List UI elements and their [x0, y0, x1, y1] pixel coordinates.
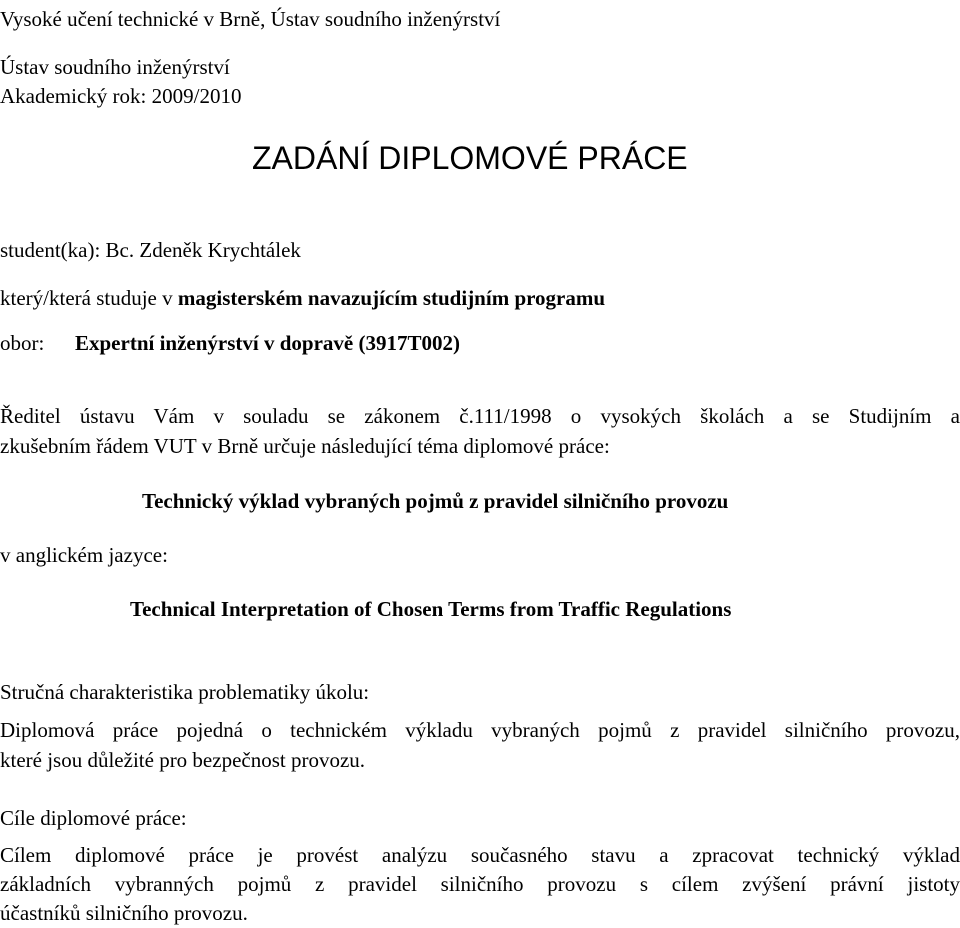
characteristics-line-1 [0, 715, 960, 745]
field-line [0, 328, 460, 358]
document-title: ZADÁNÍ DIPLOMOVÉ PRÁCE [252, 140, 688, 176]
director-statement-text-1: Ředitel ústavu Vám v souladu se zákonem č.111/1998 o vysokých školách a se Studijním a [0, 404, 960, 428]
program-prefix: který/která studuje v [0, 286, 178, 310]
goals-text-2: základních vybranných pojmů z pravidel silničního provozu s cílem zvýšení právní jistoty [0, 872, 960, 896]
program-name: magisterském navazujícím studijním programu [177, 286, 606, 310]
goals-line-2 [0, 869, 960, 899]
field-value: Expertní inženýrství v dopravě (3917T002) [75, 331, 460, 355]
goals-text-1: Cílem diplomové práce je provést analýzu současného stavu a zpracovat technický výklad [0, 843, 960, 867]
goals-line-1 [0, 840, 960, 870]
student-line: student(ka): Bc. Zdeněk Krychtálek [0, 238, 301, 262]
field-label: obor: [0, 331, 45, 355]
characteristics-heading: Stručná charakteristika problematiky úkolu: [0, 680, 370, 704]
characteristics-line-2: které jsou důležité pro bezpečnost provozu. [0, 748, 366, 772]
director-statement-line-1 [0, 401, 960, 431]
institution-line: Vysoké učení technické v Brně, Ústav soudního inženýrství [0, 7, 501, 31]
thesis-topic-en: Technical Interpretation of Chosen Terms from Traffic Regulations [130, 597, 732, 621]
goals-line-3: účastníků silničního provozu. [0, 901, 248, 925]
thesis-topic-cz: Technický výklad vybraných pojmů z pravidel silničního provozu [142, 489, 729, 513]
director-statement-line-2: zkušebním řádem VUT v Brně určuje následující téma diplomové práce: [0, 434, 610, 458]
characteristics-text-1: Diplomová práce pojedná o technickém výkladu vybraných pojmů z pravidel silničního provozu, [0, 718, 960, 742]
english-label: v anglickém jazyce: [0, 543, 168, 567]
department-line: Ústav soudního inženýrství [0, 55, 230, 79]
program-line [0, 283, 605, 313]
goals-heading: Cíle diplomové práce: [0, 806, 187, 830]
academic-year-line: Akademický rok: 2009/2010 [0, 84, 242, 108]
